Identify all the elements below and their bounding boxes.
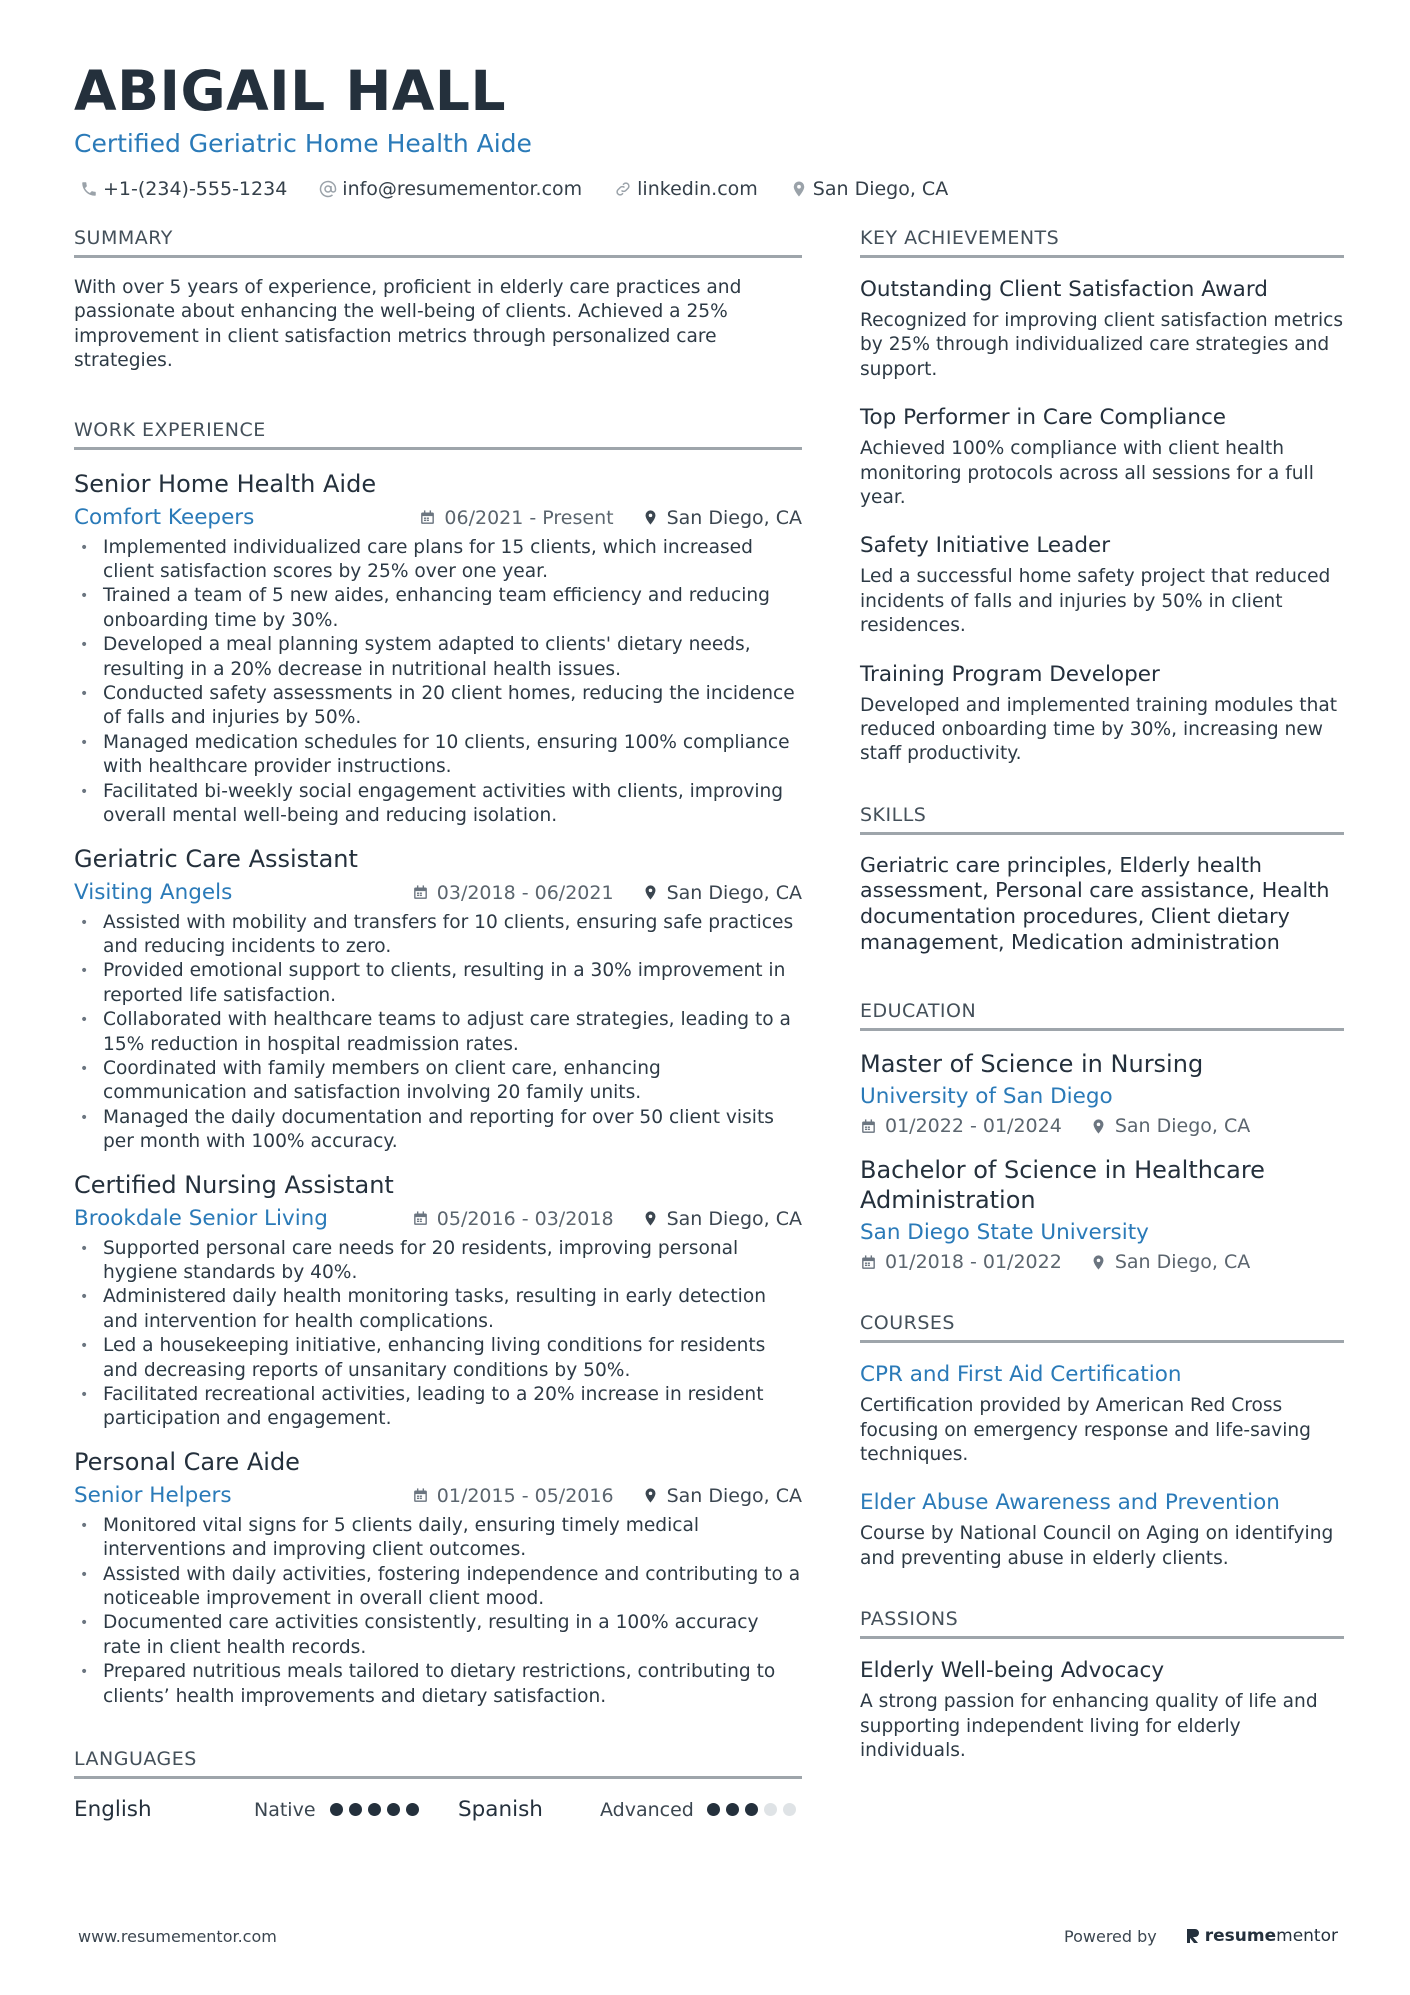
language-proficiency-dots: [707, 1803, 802, 1816]
bullet-item: • Monitored vital signs for 5 clients daily, ensuring timely medical interventions and improving client outcomes.: [74, 1514, 802, 1563]
job-bullets: [74, 1514, 802, 1709]
job-entry: [74, 843, 802, 1155]
language-name: English: [74, 1797, 152, 1823]
language-level: Advanced: [600, 1798, 694, 1821]
bullet-item: • Collaborated with healthcare teams to adjust care strategies, leading to a 15% reduction in hospital readmission rates.: [74, 1008, 802, 1057]
languages-row: [74, 1797, 802, 1822]
job-meta: [74, 504, 802, 532]
brand-bold: resume: [1204, 1926, 1277, 1946]
right-column: [860, 226, 1344, 1786]
job-location-text: San Diego, CA: [666, 881, 802, 904]
achievement-text: Led a successful home safety project that reduced incidents of falls and injuries by 50% in client residences.: [860, 566, 1331, 637]
proficiency-dot-filled: [707, 1803, 720, 1816]
contact-linkedin[interactable]: [608, 178, 758, 200]
job-dates-location: [419, 507, 802, 529]
location-pin-icon: [642, 509, 659, 526]
skills-heading: SKILLS: [860, 803, 1344, 835]
achievement-title: Training Program Developer: [860, 661, 1160, 687]
achievement-item: [860, 532, 1344, 638]
company-name: Visiting Angels: [74, 879, 233, 905]
job-dates-text: 03/2018 - 06/2021: [436, 881, 614, 904]
course-title: CPR and First Aid Certification: [860, 1362, 1182, 1388]
achievements-section: [860, 226, 1344, 767]
resume-header: [74, 56, 1336, 200]
linkedin-text: linkedin.com: [637, 178, 758, 200]
calendar-icon: [412, 884, 429, 901]
language-level: Native: [254, 1798, 316, 1821]
bullet-item: • Assisted with mobility and transfers for 10 clients, ensuring safe practices and reducing incidents to zero.: [74, 911, 802, 960]
bullet-item: • Supported personal care needs for 20 residents, improving personal hygiene standards by 40%.: [74, 1237, 802, 1286]
job-title: Senior Home Health Aide: [74, 469, 377, 498]
bullet-item: • Coordinated with family members on client care, enhancing communication and satisfaction involving 20 family units.: [74, 1057, 802, 1106]
skills-text: Geriatric care principles, Elderly health assessment, Personal care assistance, Health documentation procedures, Client dietary management, Medication administration: [860, 852, 1330, 954]
job-dates: [412, 1485, 614, 1507]
education-heading: EDUCATION: [860, 999, 1344, 1031]
bullet-item: • Developed a meal planning system adapted to clients' dietary needs, resulting in a 20% decrease in nutritional health issues.: [74, 633, 802, 682]
company-name: Senior Helpers: [74, 1482, 232, 1508]
language-item: [74, 1797, 458, 1822]
languages-heading: LANGUAGES: [74, 1747, 802, 1779]
job-entry: [74, 1446, 802, 1709]
proficiency-dot-filled: [406, 1803, 419, 1816]
contact-email[interactable]: [313, 178, 582, 200]
bullet-item: • Implemented individualized care plans for 15 clients, which increased client satisfaction scores by 25% over one year.: [74, 536, 802, 585]
summary-section: [74, 226, 802, 374]
job-title: Personal Care Aide: [74, 1447, 300, 1476]
work-experience-section: [74, 418, 802, 1709]
passions-heading: PASSIONS: [860, 1607, 1344, 1639]
job-bullets: [74, 1237, 802, 1432]
proficiency-dot-filled: [368, 1803, 381, 1816]
footer-website-link[interactable]: www.resumementor.com: [78, 1926, 277, 1946]
achievement-item: [860, 276, 1344, 382]
education-location: [1090, 1251, 1250, 1273]
proficiency-dot-filled: [330, 1803, 343, 1816]
education-location-text: San Diego, CA: [1114, 1251, 1251, 1274]
passion-title: Elderly Well-being Advocacy: [860, 1658, 1165, 1684]
bullet-item: • Facilitated recreational activities, leading to a 20% increase in resident participation and engagement.: [74, 1383, 802, 1432]
achievement-text: Recognized for improving client satisfaction metrics by 25% through individualized care strategies and support.: [860, 310, 1344, 380]
achievement-text: Developed and implemented training modules that reduced onboarding time by 30%, increasing new staff productivity.: [860, 694, 1338, 765]
education-item: [860, 1155, 1344, 1273]
passion-item: [860, 1657, 1344, 1763]
calendar-icon: [412, 1210, 429, 1227]
left-column: [74, 226, 802, 1822]
bullet-item: • Administered daily health monitoring tasks, resulting in early detection and intervention for health complications.: [74, 1285, 802, 1334]
skills-section: [860, 803, 1344, 955]
education-dates-text: 01/2022 - 01/2024: [885, 1115, 1062, 1138]
resumementor-logo-icon: [1187, 1927, 1201, 1945]
achievement-item: [860, 404, 1344, 510]
location-pin-icon: [642, 1210, 659, 1227]
candidate-name: ABIGAIL HALL: [74, 59, 507, 123]
at-icon: [319, 180, 337, 198]
bullet-item: • Prepared nutritious meals tailored to dietary restrictions, contributing to clients’ health improvements and dietary satisfaction.: [74, 1660, 802, 1709]
location-text: San Diego, CA: [812, 178, 949, 200]
job-location-text: San Diego, CA: [666, 1484, 802, 1507]
achievements-heading: KEY ACHIEVEMENTS: [860, 226, 1344, 258]
school-name: University of San Diego: [860, 1084, 1113, 1110]
bullet-item: • Facilitated bi-weekly social engagement activities with clients, improving overall mental well-being and reducing isolation.: [74, 780, 802, 829]
job-dates-location: [412, 1485, 802, 1507]
proficiency-dot-empty: [764, 1803, 777, 1816]
page-footer: [78, 1926, 1338, 1946]
bullet-item: • Assisted with daily activities, fostering independence and contributing to a noticeable improvement in overall client mood.: [74, 1563, 802, 1612]
education-item: [860, 1049, 1344, 1137]
achievement-text: Achieved 100% compliance with client health monitoring protocols across all sessions for a full year.: [860, 438, 1314, 509]
passions-section: [860, 1607, 1344, 1763]
bullet-item: • Managed medication schedules for 10 clients, ensuring 100% compliance with healthcare provider instructions.: [74, 731, 802, 780]
brand-logo[interactable]: [1187, 1926, 1338, 1946]
location-pin-icon: [642, 884, 659, 901]
bullet-item: • Managed the daily documentation and reporting for over 50 client visits per month with 100% accuracy.: [74, 1106, 802, 1155]
bullet-item: • Trained a team of 5 new aides, enhancing team efficiency and reducing onboarding time by 30%.: [74, 584, 802, 633]
summary-text: With over 5 years of experience, proficient in elderly care practices and passionate about enhancing the well-being of clients. Achieved a 25% improvement in client satisfaction metrics through personalized care strategies.: [74, 277, 742, 372]
job-bullets: [74, 911, 802, 1155]
contact-phone[interactable]: [74, 178, 287, 200]
bullet-item: • Provided emotional support to clients, resulting in a 30% improvement in reported life satisfaction.: [74, 959, 802, 1008]
company-name: Brookdale Senior Living: [74, 1205, 328, 1231]
bullet-item: • Documented care activities consistently, resulting in a 100% accuracy rate in client health records.: [74, 1611, 802, 1660]
degree-title: Bachelor of Science in Healthcare Administration: [860, 1156, 1265, 1215]
calendar-icon: [860, 1254, 877, 1271]
language-name: Spanish: [458, 1797, 543, 1823]
job-meta: [74, 879, 802, 907]
job-meta: [74, 1482, 802, 1510]
education-dates-text: 01/2018 - 01/2022: [885, 1251, 1062, 1274]
brand-light: mentor: [1276, 1926, 1338, 1946]
job-location: [642, 507, 802, 529]
languages-section: [74, 1747, 802, 1822]
job-dates: [412, 882, 614, 904]
contact-location: [784, 178, 948, 200]
job-location: [642, 882, 802, 904]
achievement-title: Safety Initiative Leader: [860, 533, 1111, 559]
courses-section: [860, 1311, 1344, 1571]
job-dates: [419, 507, 613, 529]
job-dates: [412, 1208, 614, 1230]
job-dates-text: 05/2016 - 03/2018: [436, 1207, 614, 1230]
location-pin-icon: [1090, 1254, 1107, 1271]
candidate-title: Certified Geriatric Home Health Aide: [74, 129, 532, 158]
achievement-item: [860, 661, 1344, 767]
course-item: [860, 1489, 1344, 1571]
calendar-icon: [860, 1118, 877, 1135]
job-title: Geriatric Care Assistant: [74, 844, 358, 873]
education-section: [860, 999, 1344, 1273]
proficiency-dot-filled: [726, 1803, 739, 1816]
location-pin-icon: [790, 180, 808, 198]
job-location: [642, 1485, 802, 1507]
job-location-text: San Diego, CA: [666, 506, 802, 529]
proficiency-dot-empty: [783, 1803, 796, 1816]
language-item: [458, 1797, 802, 1822]
course-item: [860, 1361, 1344, 1467]
calendar-icon: [412, 1487, 429, 1504]
school-name: San Diego State University: [860, 1220, 1149, 1246]
job-entry: [74, 1169, 802, 1432]
education-location-text: San Diego, CA: [1114, 1115, 1251, 1138]
job-bullets: [74, 536, 802, 829]
passion-text: A strong passion for enhancing quality of life and supporting independent living for elderly individuals.: [860, 1691, 1318, 1762]
courses-heading: COURSES: [860, 1311, 1344, 1343]
language-proficiency-dots: [330, 1803, 425, 1816]
education-meta: [860, 1251, 1344, 1273]
contact-bar: [74, 178, 1336, 200]
course-text: Course by National Council on Aging on identifying and preventing abuse in elderly clients.: [860, 1523, 1334, 1569]
email-text: info@resumementor.com: [342, 178, 583, 200]
location-pin-icon: [642, 1487, 659, 1504]
job-dates-location: [412, 882, 802, 904]
proficiency-dot-filled: [387, 1803, 400, 1816]
powered-by-label: Powered by: [1064, 1926, 1157, 1946]
job-entry: [74, 468, 802, 829]
company-name: Comfort Keepers: [74, 504, 255, 530]
job-dates-location: [412, 1208, 802, 1230]
location-pin-icon: [1090, 1118, 1107, 1135]
degree-title: Master of Science in Nursing: [860, 1050, 1204, 1079]
job-location: [642, 1208, 802, 1230]
calendar-icon: [419, 509, 436, 526]
link-icon: [614, 180, 632, 198]
course-text: Certification provided by American Red Cross focusing on emergency response and life-saving techniques.: [860, 1395, 1311, 1466]
bullet-item: • Conducted safety assessments in 20 client homes, reducing the incidence of falls and injuries by 50%.: [74, 682, 802, 731]
education-dates: [860, 1115, 1062, 1137]
education-location: [1090, 1115, 1250, 1137]
phone-text: +1-(234)-555-1234: [103, 178, 288, 200]
proficiency-dot-filled: [745, 1803, 758, 1816]
summary-heading: SUMMARY: [74, 226, 802, 258]
job-location-text: San Diego, CA: [666, 1207, 802, 1230]
phone-icon: [80, 180, 98, 198]
work-experience-heading: WORK EXPERIENCE: [74, 418, 802, 450]
job-dates-text: 06/2021 - Present: [444, 506, 614, 529]
achievement-title: Outstanding Client Satisfaction Award: [860, 277, 1268, 302]
course-title: Elder Abuse Awareness and Prevention: [860, 1490, 1280, 1516]
bullet-item: • Led a housekeeping initiative, enhancing living conditions for residents and decreasing reports of unsanitary conditions by 50%.: [74, 1334, 802, 1383]
education-dates: [860, 1251, 1062, 1273]
job-dates-text: 01/2015 - 05/2016: [436, 1484, 614, 1507]
achievement-title: Top Performer in Care Compliance: [860, 405, 1227, 431]
job-meta: [74, 1205, 802, 1233]
powered-by: [1064, 1926, 1338, 1946]
proficiency-dot-filled: [349, 1803, 362, 1816]
job-title: Certified Nursing Assistant: [74, 1170, 394, 1199]
education-meta: [860, 1115, 1344, 1137]
